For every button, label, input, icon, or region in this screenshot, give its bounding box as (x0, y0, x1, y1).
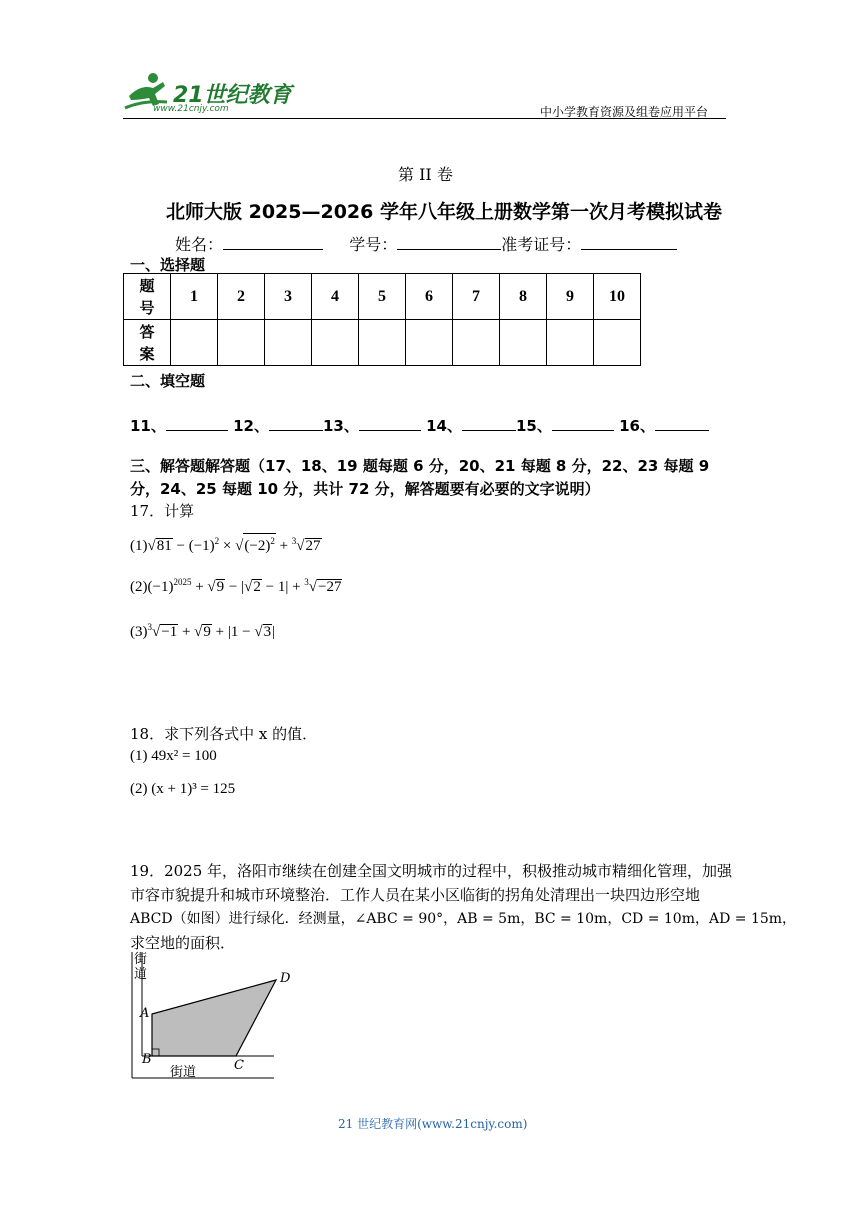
header-rule (123, 118, 726, 119)
fill-label-11: 11、 (130, 417, 166, 435)
info-line (175, 232, 677, 255)
table-cell: 8 (500, 274, 547, 320)
answer-cell[interactable] (265, 320, 312, 366)
answer-cell[interactable] (453, 320, 500, 366)
table-cell: 7 (453, 274, 500, 320)
logo-url: www.21cnjy.com (153, 104, 229, 114)
fill-label-12: 12、 (233, 417, 269, 435)
vertex-c: C (234, 1058, 244, 1073)
fill-blank-13[interactable] (359, 416, 421, 431)
header-logo (123, 70, 293, 116)
fill-blank-16[interactable] (655, 416, 709, 431)
platform-text: 中小学教育资源及组卷应用平台 (540, 105, 709, 119)
answer-cell[interactable] (547, 320, 594, 366)
answer-cell[interactable] (406, 320, 453, 366)
row-label-answer: 答 案 (124, 320, 171, 366)
fill-label-13: 13、 (322, 417, 359, 435)
footer-text: 21 世纪教育网(www.21cnjy.com) (338, 1117, 528, 1131)
q19-line2: 市容市貌提升和城市环境整治．工作人员在某小区临街的拐角处清理出一块四边形空地 (130, 886, 701, 904)
fill-line (130, 415, 709, 436)
q17-stem: 17．计算 (130, 502, 195, 520)
q17-part3: $(3)^3√-1 + √9 + |1 - √3|$ (130, 622, 276, 640)
table-row (124, 320, 641, 366)
section-choice: 一、选择题 (130, 256, 206, 274)
name-label: 姓名： (175, 235, 224, 254)
table-cell: 9 (547, 274, 594, 320)
section-answer-line2: 分，24、25 每题 10 分，共计 72 分，解答题要有必要的文字说明） (130, 480, 600, 498)
quadrilateral-figure (126, 948, 306, 1083)
answer-cell[interactable] (594, 320, 641, 366)
street-horizontal-label: 街道 (170, 1065, 197, 1080)
answer-cell[interactable] (312, 320, 359, 366)
section-fill: 二、填空题 (130, 372, 206, 390)
q18-part1: (1) 49x² = 100 (130, 748, 217, 764)
table-cell: 10 (594, 274, 641, 320)
id-label: 学号： (349, 235, 398, 254)
fill-label-14: 14、 (426, 417, 462, 435)
name-blank[interactable] (223, 235, 323, 250)
q19-line1: 19．2025 年，洛阳市继续在创建全国文明城市的过程中，积极推动城市精细化管理，加强 (130, 862, 733, 880)
ticket-label: 准考证号： (501, 235, 582, 254)
q17-part2: $(2)(-1)^{2025} + √9 - |√2 - 1| + ^3√-27$ (130, 577, 342, 595)
q17-part1: $(1)√81 - (-1)^2 \times √(-2)^2 + ^3√27$ (130, 533, 322, 555)
fill-blank-11[interactable] (166, 416, 228, 431)
answer-table (123, 273, 641, 366)
table-cell: 1 (171, 274, 218, 320)
logo-text: 21世纪教育 (173, 83, 292, 108)
vertex-a: A (140, 1006, 150, 1021)
q17-p1-label: (1) (130, 538, 148, 554)
answer-cell[interactable] (171, 320, 218, 366)
page-title: 北师大版 2025—2026 学年八年级上册数学第一次月考模拟试卷 (166, 201, 722, 223)
fill-blank-12[interactable] (269, 416, 323, 431)
row-label-number: 题 号 (124, 274, 171, 320)
fill-label-15: 15、 (515, 417, 552, 435)
table-cell: 3 (265, 274, 312, 320)
q19-line3: ABCD（如图）进行绿化．经测量，∠ABC = 90°，AB = 5m，BC = 10m，CD = 10m，AD = 15m， (130, 911, 797, 927)
quadrilateral-diagram (126, 948, 306, 1083)
volume-label: 第 II 卷 (398, 165, 453, 184)
fill-label-16: 16、 (619, 417, 655, 435)
table-cell: 5 (359, 274, 406, 320)
ticket-blank[interactable] (581, 235, 677, 250)
answer-cell[interactable] (359, 320, 406, 366)
table-cell: 6 (406, 274, 453, 320)
vertex-b: B (142, 1052, 152, 1067)
answer-cell[interactable] (500, 320, 547, 366)
fill-blank-14[interactable] (462, 416, 516, 431)
q18-part2: (2) (x + 1)³ = 125 (130, 781, 236, 797)
section-answer-line1 (130, 455, 709, 476)
q17-p3-label: (3) (130, 624, 148, 640)
street-vertical-label: 街道 (134, 952, 148, 982)
answer-cell[interactable] (218, 320, 265, 366)
section-answer-text-a: 三、解答题解答题（17、18、19 题每题 6 分，20、21 每题 8 分，22、23 每题 9 (130, 457, 710, 475)
table-cell: 2 (218, 274, 265, 320)
id-blank[interactable] (397, 235, 501, 250)
q19-line4: 求空地的面积． (130, 934, 236, 952)
vertex-d: D (280, 971, 291, 986)
table-cell: 4 (312, 274, 359, 320)
fill-blank-15[interactable] (552, 416, 614, 431)
table-row (124, 274, 641, 320)
q17-p2-label: (2) (130, 579, 148, 595)
q18-stem: 18．求下列各式中 x 的值． (130, 725, 318, 743)
